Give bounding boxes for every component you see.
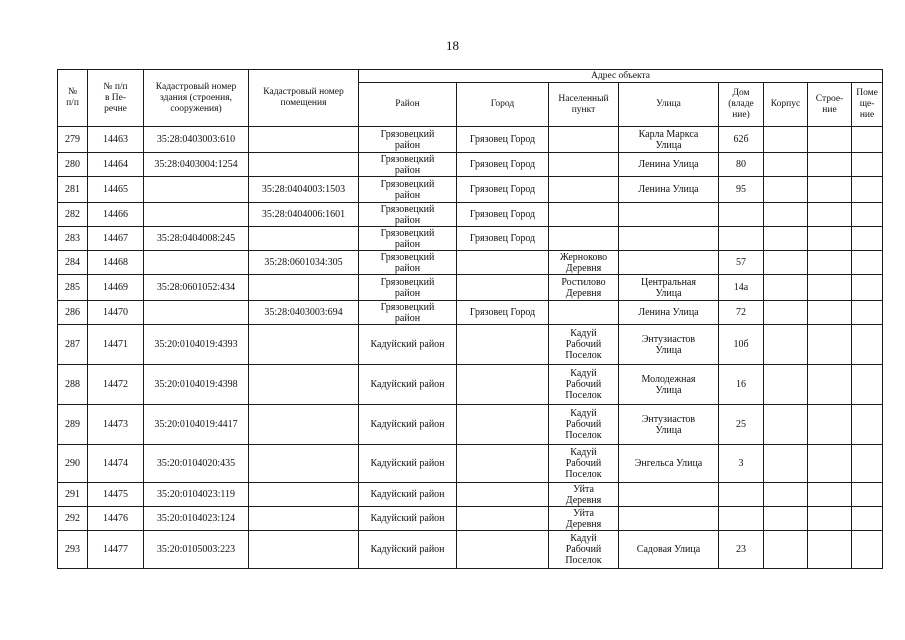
table-row — [58, 483, 883, 507]
cell-district: Грязовецкий район — [359, 275, 457, 301]
table-row — [58, 325, 883, 365]
cell-stroenie — [808, 483, 852, 507]
cell-stroenie — [808, 445, 852, 483]
cell-korpus — [764, 227, 808, 251]
cell-settlement — [549, 177, 619, 203]
cell-district: Кадуйский район — [359, 507, 457, 531]
cell-city: Грязовец Город — [457, 301, 549, 325]
cell-settlement: Кадуй Рабочий Поселок — [549, 325, 619, 365]
cell-district: Грязовецкий район — [359, 127, 457, 153]
table-row — [58, 153, 883, 177]
cell-cad-room — [249, 325, 359, 365]
cell-stroenie — [808, 275, 852, 301]
cell-pomeshchenie — [852, 127, 883, 153]
cell-settlement: Кадуй Рабочий Поселок — [549, 445, 619, 483]
cell-korpus — [764, 203, 808, 227]
table-row — [58, 177, 883, 203]
cell-district: Кадуйский район — [359, 325, 457, 365]
cell-district: Кадуйский район — [359, 365, 457, 405]
cell-pomeshchenie — [852, 507, 883, 531]
cell-pomeshchenie — [852, 405, 883, 445]
cell-cad-building: 35:20:0105003:223 — [144, 531, 249, 569]
cell-city — [457, 483, 549, 507]
table-row — [58, 507, 883, 531]
cell-settlement: Жерноково Деревня — [549, 251, 619, 275]
cell-cad-building: 35:20:0104020:435 — [144, 445, 249, 483]
cell-num: 279 — [58, 127, 88, 153]
cell-cad-room — [249, 507, 359, 531]
cell-list-num: 14477 — [88, 531, 144, 569]
cell-city — [457, 275, 549, 301]
table-header — [58, 70, 883, 127]
cell-city: Грязовец Город — [457, 177, 549, 203]
cell-street: Ленина Улица — [619, 301, 719, 325]
cell-city — [457, 325, 549, 365]
cell-num: 281 — [58, 177, 88, 203]
cell-cad-building: 35:20:0104023:124 — [144, 507, 249, 531]
cell-house: 14а — [719, 275, 764, 301]
cell-cad-building: 35:28:0404008:245 — [144, 227, 249, 251]
cell-num: 283 — [58, 227, 88, 251]
cell-house: 23 — [719, 531, 764, 569]
cell-korpus — [764, 365, 808, 405]
cell-cad-room — [249, 365, 359, 405]
cell-district: Грязовецкий район — [359, 177, 457, 203]
cell-stroenie — [808, 365, 852, 405]
header-list-num: № п/п в Пе- речне — [88, 70, 144, 127]
cell-district: Кадуйский район — [359, 531, 457, 569]
table-row — [58, 405, 883, 445]
cell-pomeshchenie — [852, 483, 883, 507]
cell-house — [719, 507, 764, 531]
cell-korpus — [764, 127, 808, 153]
cell-korpus — [764, 153, 808, 177]
table-row — [58, 445, 883, 483]
cell-korpus — [764, 177, 808, 203]
cell-num: 292 — [58, 507, 88, 531]
header-stroenie: Строе- ние — [808, 83, 852, 127]
header-house: Дом (владе ние) — [719, 83, 764, 127]
cell-korpus — [764, 483, 808, 507]
cell-city — [457, 251, 549, 275]
cell-num: 287 — [58, 325, 88, 365]
cell-num: 280 — [58, 153, 88, 177]
header-num: № п/п — [58, 70, 88, 127]
cell-stroenie — [808, 127, 852, 153]
cell-pomeshchenie — [852, 531, 883, 569]
cell-cad-room — [249, 445, 359, 483]
cell-cad-building: 35:20:0104019:4417 — [144, 405, 249, 445]
cell-pomeshchenie — [852, 153, 883, 177]
cell-street: Энтузиастов Улица — [619, 405, 719, 445]
cell-list-num: 14465 — [88, 177, 144, 203]
cell-cad-building: 35:20:0104023:119 — [144, 483, 249, 507]
cell-house: 16 — [719, 365, 764, 405]
cell-district: Кадуйский район — [359, 445, 457, 483]
header-cad-room: Кадастровый номер помещения — [249, 70, 359, 127]
cell-korpus — [764, 405, 808, 445]
cell-settlement: Кадуй Рабочий Поселок — [549, 405, 619, 445]
cell-cad-room — [249, 127, 359, 153]
cell-cad-building: 35:28:0601052:434 — [144, 275, 249, 301]
cell-pomeshchenie — [852, 227, 883, 251]
cell-pomeshchenie — [852, 365, 883, 405]
cell-street: Ленина Улица — [619, 177, 719, 203]
cell-street — [619, 251, 719, 275]
table-row — [58, 301, 883, 325]
cell-district: Грязовецкий район — [359, 227, 457, 251]
cell-cad-room — [249, 275, 359, 301]
cell-cad-room — [249, 227, 359, 251]
cell-city — [457, 405, 549, 445]
cell-settlement — [549, 153, 619, 177]
cell-district: Грязовецкий район — [359, 301, 457, 325]
cell-settlement: Ростилово Деревня — [549, 275, 619, 301]
cell-stroenie — [808, 405, 852, 445]
cell-house: 62б — [719, 127, 764, 153]
cell-settlement: Кадуй Рабочий Поселок — [549, 365, 619, 405]
cell-num: 288 — [58, 365, 88, 405]
cell-korpus — [764, 507, 808, 531]
cell-korpus — [764, 251, 808, 275]
cell-num: 290 — [58, 445, 88, 483]
cell-street: Карла Маркса Улица — [619, 127, 719, 153]
cell-settlement: Уйта Деревня — [549, 507, 619, 531]
cell-district: Грязовецкий район — [359, 251, 457, 275]
table-row — [58, 203, 883, 227]
cell-stroenie — [808, 177, 852, 203]
cell-cad-room — [249, 405, 359, 445]
cell-street — [619, 203, 719, 227]
header-district: Район — [359, 83, 457, 127]
table-row — [58, 227, 883, 251]
cell-city — [457, 531, 549, 569]
header-cad-building: Кадастровый номер здания (строения, сооружения) — [144, 70, 249, 127]
cell-stroenie — [808, 153, 852, 177]
cell-pomeshchenie — [852, 301, 883, 325]
cell-num: 286 — [58, 301, 88, 325]
table-row — [58, 251, 883, 275]
cell-cad-building — [144, 251, 249, 275]
cell-house: 57 — [719, 251, 764, 275]
header-settlement: Населенный пункт — [549, 83, 619, 127]
cell-settlement: Кадуй Рабочий Поселок — [549, 531, 619, 569]
cell-pomeshchenie — [852, 445, 883, 483]
cell-list-num: 14469 — [88, 275, 144, 301]
cell-num: 282 — [58, 203, 88, 227]
cell-street — [619, 483, 719, 507]
cell-list-num: 14474 — [88, 445, 144, 483]
cell-city: Грязовец Город — [457, 203, 549, 227]
cell-street: Садовая Улица — [619, 531, 719, 569]
cell-cad-building: 35:20:0104019:4393 — [144, 325, 249, 365]
header-korpus: Корпус — [764, 83, 808, 127]
cell-street: Центральная Улица — [619, 275, 719, 301]
cell-street: Энгельса Улица — [619, 445, 719, 483]
cell-house: 3 — [719, 445, 764, 483]
cell-pomeshchenie — [852, 275, 883, 301]
header-row-top — [58, 70, 883, 83]
cell-settlement — [549, 227, 619, 251]
cell-pomeshchenie — [852, 251, 883, 275]
header-address-group: Адрес объекта — [359, 70, 883, 83]
cell-city: Грязовец Город — [457, 153, 549, 177]
header-city: Город — [457, 83, 549, 127]
cell-city — [457, 445, 549, 483]
page-number: 18 — [446, 38, 459, 53]
cell-district: Кадуйский район — [359, 405, 457, 445]
cell-district: Кадуйский район — [359, 483, 457, 507]
cell-num: 284 — [58, 251, 88, 275]
cell-street: Молодежная Улица — [619, 365, 719, 405]
cell-cad-building: 35:20:0104019:4398 — [144, 365, 249, 405]
cell-stroenie — [808, 203, 852, 227]
header-pomeshchenie: Поме ще- ние — [852, 83, 883, 127]
cell-house — [719, 483, 764, 507]
cell-house — [719, 227, 764, 251]
cell-korpus — [764, 531, 808, 569]
cell-settlement: Уйта Деревня — [549, 483, 619, 507]
cell-stroenie — [808, 251, 852, 275]
cell-cad-room: 35:28:0404003:1503 — [249, 177, 359, 203]
cell-cad-room — [249, 153, 359, 177]
table-row — [58, 365, 883, 405]
cell-list-num: 14467 — [88, 227, 144, 251]
cell-stroenie — [808, 507, 852, 531]
cell-house — [719, 203, 764, 227]
cell-pomeshchenie — [852, 325, 883, 365]
cell-cad-room — [249, 483, 359, 507]
cell-cad-building — [144, 301, 249, 325]
cell-cad-room: 35:28:0403003:694 — [249, 301, 359, 325]
cell-street — [619, 507, 719, 531]
cell-cad-room — [249, 531, 359, 569]
cell-pomeshchenie — [852, 203, 883, 227]
cell-settlement — [549, 301, 619, 325]
cell-stroenie — [808, 531, 852, 569]
cell-stroenie — [808, 227, 852, 251]
table-row — [58, 275, 883, 301]
cell-list-num: 14475 — [88, 483, 144, 507]
cell-district: Грязовецкий район — [359, 203, 457, 227]
cell-stroenie — [808, 301, 852, 325]
cell-num: 285 — [58, 275, 88, 301]
cell-list-num: 14468 — [88, 251, 144, 275]
cell-house: 72 — [719, 301, 764, 325]
cell-district: Грязовецкий район — [359, 153, 457, 177]
cell-list-num: 14464 — [88, 153, 144, 177]
cell-num: 291 — [58, 483, 88, 507]
cell-cad-building: 35:28:0403003:610 — [144, 127, 249, 153]
cell-house: 80 — [719, 153, 764, 177]
cell-list-num: 14476 — [88, 507, 144, 531]
cell-korpus — [764, 325, 808, 365]
cell-city — [457, 507, 549, 531]
header-street: Улица — [619, 83, 719, 127]
cell-street: Энтузиастов Улица — [619, 325, 719, 365]
cell-num: 293 — [58, 531, 88, 569]
cell-cad-building — [144, 177, 249, 203]
cell-street — [619, 227, 719, 251]
cell-list-num: 14463 — [88, 127, 144, 153]
cell-korpus — [764, 301, 808, 325]
cell-list-num: 14472 — [88, 365, 144, 405]
cell-cad-room: 35:28:0404006:1601 — [249, 203, 359, 227]
cell-city — [457, 365, 549, 405]
cell-house: 10б — [719, 325, 764, 365]
cell-korpus — [764, 445, 808, 483]
cell-pomeshchenie — [852, 177, 883, 203]
cell-house: 25 — [719, 405, 764, 445]
cell-city: Грязовец Город — [457, 127, 549, 153]
cell-settlement — [549, 127, 619, 153]
cell-house: 95 — [719, 177, 764, 203]
cell-settlement — [549, 203, 619, 227]
cell-list-num: 14470 — [88, 301, 144, 325]
table-row — [58, 127, 883, 153]
cell-korpus — [764, 275, 808, 301]
cell-cad-building: 35:28:0403004:1254 — [144, 153, 249, 177]
table-body — [58, 127, 883, 569]
cell-list-num: 14473 — [88, 405, 144, 445]
cell-street: Ленина Улица — [619, 153, 719, 177]
cell-cad-room: 35:28:0601034:305 — [249, 251, 359, 275]
cell-list-num: 14471 — [88, 325, 144, 365]
registry-table — [57, 69, 883, 569]
cell-list-num: 14466 — [88, 203, 144, 227]
cell-cad-building — [144, 203, 249, 227]
cell-stroenie — [808, 325, 852, 365]
table-row — [58, 531, 883, 569]
cell-num: 289 — [58, 405, 88, 445]
cell-city: Грязовец Город — [457, 227, 549, 251]
